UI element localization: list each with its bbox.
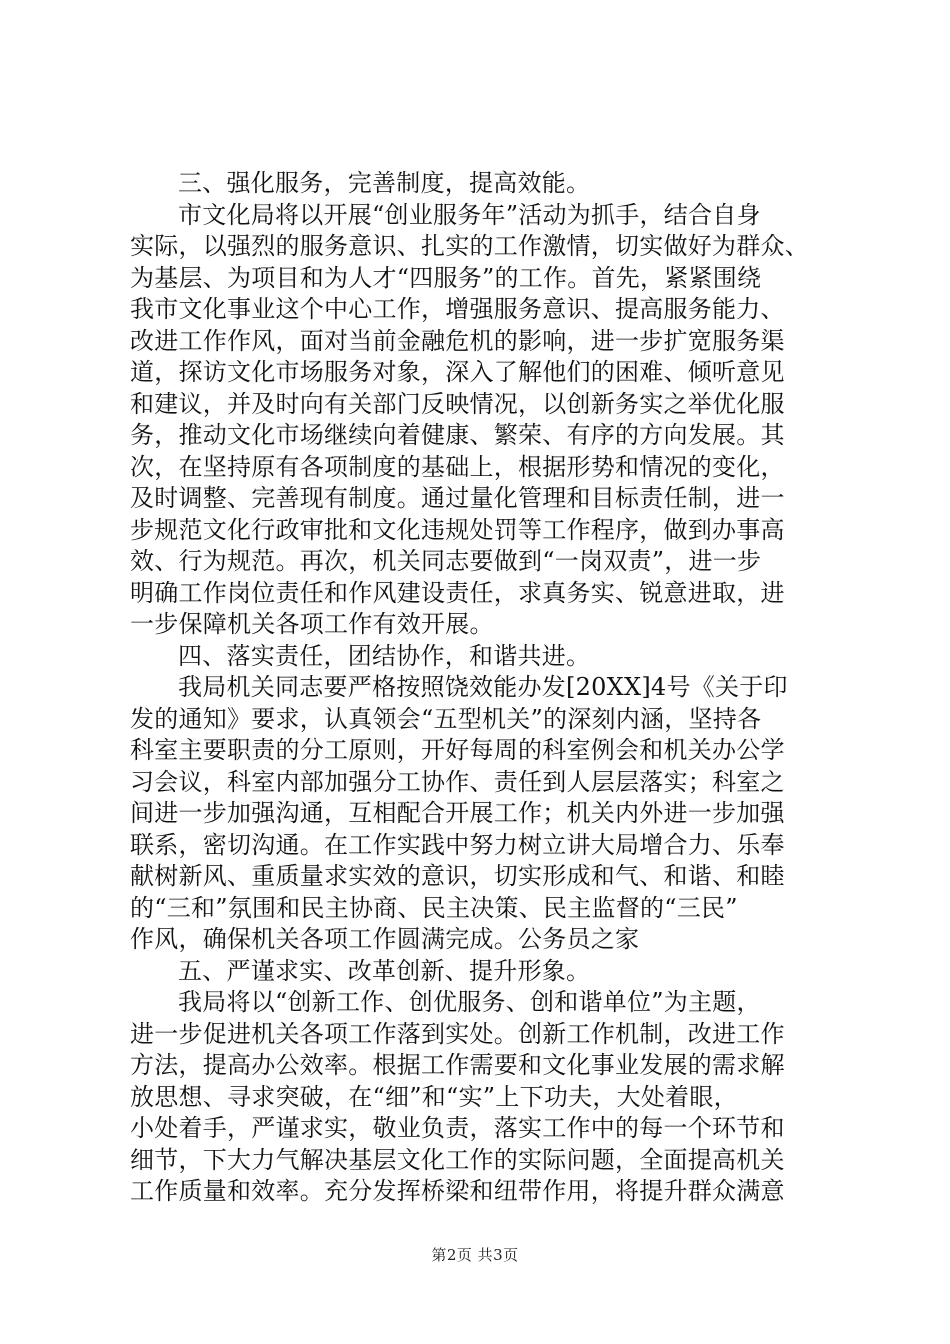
- text-line: 道，探访文化市场服务对象，深入了解他们的困难、倾听意见: [130, 358, 785, 386]
- paragraph-first-line: 我局机关同志要严格按照饶效能办发[20XX]4号《关于印: [178, 673, 788, 701]
- text-line: 工作质量和效率。充分发挥桥梁和纽带作用，将提升群众满意: [130, 1177, 785, 1205]
- text-line: 间进一步加强沟通，互相配合开展工作；机关内外进一步加强: [130, 799, 785, 827]
- page-footer: 第2页 共3页: [431, 1246, 519, 1264]
- text-line: 发的通知》要求，认真领会“五型机关”的深刻内涵，坚持各: [130, 704, 762, 733]
- text-line: 务，推动文化市场继续向着健康、繁荣、有序的方向发展。其: [130, 421, 785, 449]
- paragraph-first-line: 市文化局将以开展“创业服务年”活动为抓手，结合自身: [178, 200, 761, 229]
- text-line: 实际，以强烈的服务意识、扎实的工作激情，切实做好为群众、: [130, 232, 809, 260]
- text-line: 改进工作作风，面对当前金融危机的影响，进一步扩宽服务渠: [130, 326, 785, 355]
- text-line: 小处着手，严谨求实，敬业负责，落实工作中的每一个环节和: [130, 1114, 785, 1142]
- text-line: 一步保障机关各项工作有效开展。: [130, 610, 494, 638]
- paragraph-first-line: 三、强化服务，完善制度，提高效能。: [178, 169, 591, 197]
- text-line: 的“三和”氛围和民主协商、民主决策、民主监督的“三民”: [130, 893, 738, 922]
- text-line: 作风，确保机关各项工作圆满完成。公务员之家: [130, 925, 640, 953]
- paragraph-first-line: 五、严谨求实、改革创新、提升形象。: [178, 956, 591, 985]
- text-line: 明确工作岗位责任和作风建设责任，求真务实、锐意进取，进: [130, 578, 785, 607]
- text-line: 次，在坚持原有各项制度的基础上，根据形势和情况的变化，: [130, 452, 785, 481]
- text-line: 步规范文化行政审批和文化违规处罚等工作程序，做到办事高: [130, 515, 785, 544]
- text-line: 效、行为规范。再次，机关同志要做到“一岗双责”，进一步: [130, 547, 762, 575]
- document-body: [130, 168, 830, 1208]
- text-line: 放思想、寻求突破，在“细”和“实”上下功夫，大处着眼，: [130, 1082, 738, 1111]
- text-line: 习会议，科室内部加强分工协作、责任到人层层落实；科室之: [130, 767, 785, 796]
- paragraph-first-line: 四、落实责任，团结协作，和谐共进。: [178, 641, 591, 670]
- text-line: 我市文化事业这个中心工作，增强服务意识、提高服务能力、: [130, 295, 785, 323]
- text-line: 联系，密切沟通。在工作实践中努力树立讲大局增合力、乐奉: [130, 830, 785, 859]
- text-line: 细节，下大力气解决基层文化工作的实际问题，全面提高机关: [130, 1145, 785, 1174]
- text-line: 为基层、为项目和为人才“四服务”的工作。首先，紧紧围绕: [130, 263, 762, 292]
- text-line: 和建议，并及时向有关部门反映情况，以创新务实之举优化服: [130, 389, 785, 418]
- text-line: 科室主要职责的分工原则，开好每周的科室例会和机关办公学: [130, 736, 785, 764]
- text-line: 献树新风、重质量求实效的意识，切实形成和气、和谐、和睦: [130, 862, 785, 890]
- text-line: 及时调整、完善现有制度。通过量化管理和目标责任制，进一: [130, 484, 785, 512]
- text-line: 进一步促进机关各项工作落到实处。创新工作机制，改进工作: [130, 1019, 785, 1048]
- text-line: 方法，提高办公效率。根据工作需要和文化事业发展的需求解: [130, 1051, 785, 1079]
- paragraph-first-line: 我局将以“创新工作、创优服务、创和谐单位”为主题，: [178, 988, 761, 1016]
